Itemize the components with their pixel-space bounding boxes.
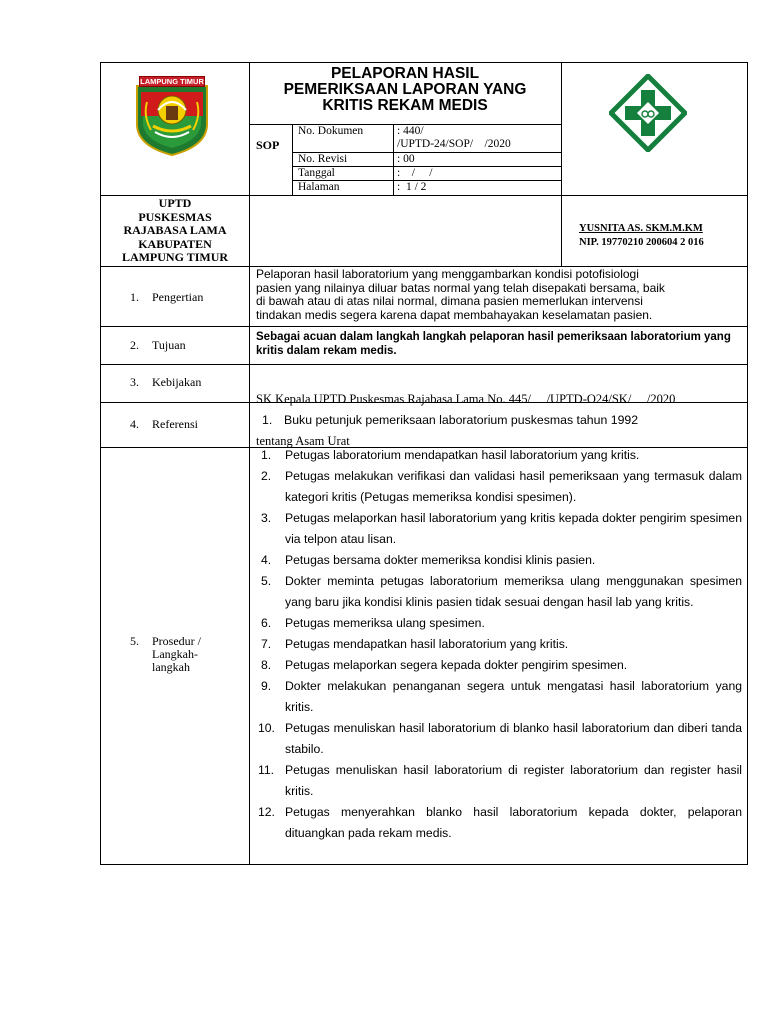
step-number: 10. xyxy=(258,721,275,735)
section-label-pengertian: Pengertian xyxy=(152,290,204,304)
puskesmas-logo xyxy=(609,74,687,152)
text-line: SK Kepala UPTD Puskesmas Rajabasa Lama No. 445/ /UPTD-O24/SK/ /2020 xyxy=(256,392,676,406)
title-line: KRITIS REKAM MEDIS xyxy=(322,97,488,114)
row-divider xyxy=(100,195,748,196)
header-right-divider xyxy=(561,62,562,267)
org-line: UPTD xyxy=(158,196,192,210)
step-text: Petugas menuliskan hasil laboratorium di register laboratorium dan register hasil kritis. xyxy=(285,763,742,798)
step-text: Petugas menyerahkan blanko hasil laboratorium kepada dokter, pelaporan dituangkan pada rekam medis. xyxy=(285,805,742,840)
label-line: Langkah- xyxy=(152,647,198,661)
meta-value-no-revisi: : 00 xyxy=(397,153,415,165)
meta-label-no-dokumen: No. Dokumen xyxy=(298,125,364,137)
title-line: PEMERIKSAAN LAPORAN YANG xyxy=(283,81,527,98)
meta-divider xyxy=(292,124,293,195)
sop-label: SOP xyxy=(256,138,280,152)
meta-value-tanggal: : / / xyxy=(397,167,433,179)
meta-value-no-dokumen-line2: /UPTD-24/SOP/ /2020 xyxy=(397,138,511,150)
step-number: 7. xyxy=(261,637,272,651)
table-border-left xyxy=(100,62,101,865)
text-line: kritis dalam rekam medis. xyxy=(256,345,397,357)
label-line: langkah xyxy=(152,660,190,674)
title-line: PELAPORAN HASIL xyxy=(330,65,480,82)
text-line: tindakan medis segera karena dapat membahayakan keselamatan pasien. xyxy=(256,307,653,322)
lampung-timur-emblem xyxy=(133,76,211,156)
steps-list xyxy=(250,445,742,844)
step-text: Petugas melaporkan hasil laboratorium yang kritis kepada dokter pengirim spesimen via telpon atau lisan. xyxy=(285,511,742,546)
label-line: Prosedur / xyxy=(152,634,201,648)
step-item xyxy=(250,466,742,508)
step-item xyxy=(250,634,742,655)
table-border-top xyxy=(100,62,748,63)
step-number: 11. xyxy=(258,763,275,777)
emblem-banner-text: LAMPUNG TIMUR xyxy=(140,77,204,86)
referensi-item-number: 1. xyxy=(262,413,273,427)
text-line: di bawah atau di atas nilai normal, dimana pasien memerlukan intervensi xyxy=(256,294,643,308)
section-number: 5. xyxy=(130,634,139,648)
section-number: 1. xyxy=(130,290,139,304)
document-title xyxy=(250,66,560,114)
signer-name: YUSNITA AS. SKM.M.KM xyxy=(579,223,703,234)
step-text: Petugas menuliskan hasil laboratorium di blanko hasil laboratorium dan diberi tanda stabilo. xyxy=(285,721,742,756)
meta-divider xyxy=(393,124,394,195)
step-text: Petugas bersama dokter memeriksa kondisi klinis pasien. xyxy=(285,553,596,567)
step-number: 9. xyxy=(261,679,272,693)
step-number: 3. xyxy=(261,511,272,525)
emblem-banner xyxy=(139,76,205,87)
step-number: 5. xyxy=(261,574,272,588)
tujuan-text xyxy=(256,330,746,358)
step-number: 12. xyxy=(258,805,275,819)
org-line: KABUPATEN xyxy=(138,236,212,251)
prosedur-steps xyxy=(250,445,742,844)
step-item xyxy=(250,508,742,550)
org-line: RAJABASA LAMA xyxy=(123,223,227,237)
step-item xyxy=(250,760,742,802)
section-number: 4. xyxy=(130,417,139,431)
step-number: 1. xyxy=(261,448,272,462)
referensi-item-text: Buku petunjuk pemeriksaan laboratorium puskesmas tahun 1992 xyxy=(284,413,639,427)
meta-value-no-dokumen: : 440/ xyxy=(397,125,424,137)
step-text: Petugas mendapatkan hasil laboratorium yang kritis. xyxy=(285,637,569,651)
section-number: 2. xyxy=(130,338,139,352)
step-item xyxy=(250,802,742,844)
signer-block xyxy=(579,222,704,250)
step-item xyxy=(250,445,742,466)
organization-name xyxy=(101,197,249,265)
step-text: Dokter melakukan penanganan segera untuk mengatasi hasil laboratorium yang kritis. xyxy=(285,679,742,714)
meta-value-halaman: : 1 / 2 xyxy=(397,181,427,193)
step-number: 6. xyxy=(261,616,272,630)
meta-label-tanggal: Tanggal xyxy=(298,167,335,179)
section-label-tujuan: Tujuan xyxy=(152,338,186,352)
step-item xyxy=(250,676,742,718)
step-number: 8. xyxy=(261,658,272,672)
meta-label-no-revisi: No. Revisi xyxy=(298,153,348,165)
section-label-referensi: Referensi xyxy=(152,417,198,431)
text-line: pasien yang nilainya diluar batas normal yang telah disepakati bersama, baik xyxy=(256,280,665,295)
step-text: Dokter meminta petugas laboratorium memeriksa ulang menggunakan spesimen yang baru jika kondisi klinis pasien tidak sesuai dengan hasil lab yang kritis. xyxy=(285,574,742,609)
signer-nip: NIP. 19770210 200604 2 016 xyxy=(579,237,704,248)
referensi-item xyxy=(262,414,742,428)
table-border-right xyxy=(747,62,748,865)
text-line: Sebagai acuan dalam langkah langkah pelaporan hasil pemeriksaan laboratorium yang xyxy=(256,331,731,343)
step-text: Petugas laboratorium mendapatkan hasil laboratorium yang kritis. xyxy=(285,448,640,462)
step-item xyxy=(250,613,742,634)
step-item xyxy=(250,550,742,571)
step-number: 2. xyxy=(261,469,272,483)
step-item xyxy=(250,718,742,760)
step-item xyxy=(250,655,742,676)
step-number: 4. xyxy=(261,553,272,567)
table-border-bottom xyxy=(100,864,748,865)
section-label-prosedur xyxy=(152,635,201,674)
org-line: LAMPUNG TIMUR xyxy=(121,250,229,264)
section-number: 3. xyxy=(130,375,139,389)
step-item xyxy=(250,571,742,613)
text-line: Pelaporan hasil laboratorium yang menggambarkan kondisi potofisiologi xyxy=(256,267,639,281)
pengertian-text xyxy=(256,268,746,322)
org-line: PUSKESMAS xyxy=(138,209,212,224)
step-text: Petugas memeriksa ulang spesimen. xyxy=(285,616,485,630)
text-line: tentang Asam Urat xyxy=(256,434,350,448)
row-divider xyxy=(100,326,748,327)
meta-label-halaman: Halaman xyxy=(298,181,340,193)
section-label-kebijakan: Kebijakan xyxy=(152,375,202,389)
step-text: Petugas melaporkan segera kepada dokter pengirim spesimen. xyxy=(285,658,628,672)
step-text: Petugas melakukan verifikasi dan validasi hasil pemeriksaan yang termasuk dalam kategori kritis (Petugas memeriksa kondisi spesimen). xyxy=(285,469,742,504)
